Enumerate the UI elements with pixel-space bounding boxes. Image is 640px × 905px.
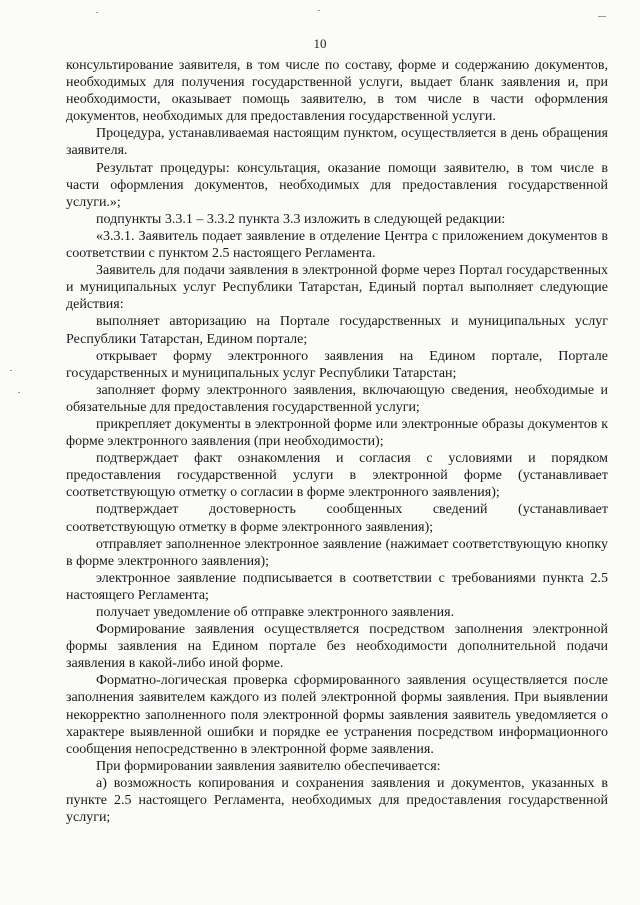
paragraph: подтверждает достоверность сообщенных сведений (устанавливает соответствующую отметку в форме электронного заявления); [66, 502, 608, 535]
scan-speck [18, 392, 20, 393]
paragraph: консультирование заявителя, в том числе по составу, форме и содержанию документов, необходимых для получения государственной услуги, выдает бланк заявления и, при необходимости, оказывает помощь заявителю, в том числе в части оформления документов, необходимых для предоставления государственной услуги. [66, 58, 608, 125]
paragraph: получает уведомление об отправке электронного заявления. [96, 605, 455, 620]
paragraph: подтверждает факт ознакомления и согласия с условиями и порядком предоставления государственной услуги в электронной форме (устанавливает соответствующую отметку о согласии в форме электронного заявления); [66, 451, 608, 501]
paragraph: Процедура, устанавливаемая настоящим пунктом, осуществляется в день обращения заявителя. [66, 126, 608, 159]
scan-speck [318, 10, 320, 11]
paragraph: отправляет заполненное электронное заявление (нажимает соответствующую кнопку в форме электронного заявления); [66, 536, 608, 569]
scan-speck [598, 16, 606, 17]
paragraph: подпункты 3.3.1 – 3.3.2 пункта 3.3 изложить в следующей редакции: [96, 211, 506, 227]
paragraph: Результат процедуры: консультация, оказание помощи заявителю, в том числе в части оформления документов, необходимых для предоставления государственной услуги.»; [66, 160, 608, 210]
paragraph: заполняет форму электронного заявления, включающую сведения, необходимые и обязательные для предоставления государственной услуги; [66, 382, 608, 415]
paragraph: Заявитель для подачи заявления в электронной форме через Портал государственных и муниципальных услуг Республики Татарстан, Единый портал выполняет следующие действия: [66, 263, 608, 313]
paragraph: прикрепляет документы в электронной форме или электронные образы документов к форме электронного заявления (при необходимости); [66, 416, 608, 450]
paragraph: Формирование заявления осуществляется посредством заполнения электронной формы заявления на Едином портале без необходимости дополнительной подачи заявления в какой-либо иной форме. [66, 622, 608, 672]
paragraph: Форматно-логическая проверка сформированного заявления осуществляется после заполнения заявителем каждого из полей электронной формы заявления. При выявлении некорректно заполненного поля электронной формы заявления заявитель уведомляется о характере выявленной ошибки и порядке ее устранения посредством информационного сообщения непосредственно в электронной форме заявления. [66, 673, 608, 757]
paragraph: а) возможность копирования и сохранения заявления и документов, указанных в пункте 2.5 настоящего Регламента, необходимых для предоставления государственной услуги; [66, 775, 608, 826]
page-number: 10 [313, 36, 327, 51]
paragraph: «3.3.1. Заявитель подает заявление в отделение Центра с приложением документов в соответствии с пунктом 2.5 настоящего Регламента. [66, 228, 608, 262]
paragraph: При формировании заявления заявителю обеспечивается: [96, 758, 441, 774]
document-body [66, 57, 608, 826]
scan-speck [96, 12, 98, 13]
paragraph: электронное заявление подписывается в соответствии с требованиями пункта 2.5 настоящего Регламента; [66, 570, 608, 603]
scan-speck [10, 370, 12, 371]
paragraph: открывает форму электронного заявления на Едином портале, Портале государственных и муниципальных услуг Республики Татарстан; [66, 348, 608, 381]
paragraph: выполняет авторизацию на Портале государственных и муниципальных услуг Республики Татарстан, Едином портале; [66, 314, 608, 347]
